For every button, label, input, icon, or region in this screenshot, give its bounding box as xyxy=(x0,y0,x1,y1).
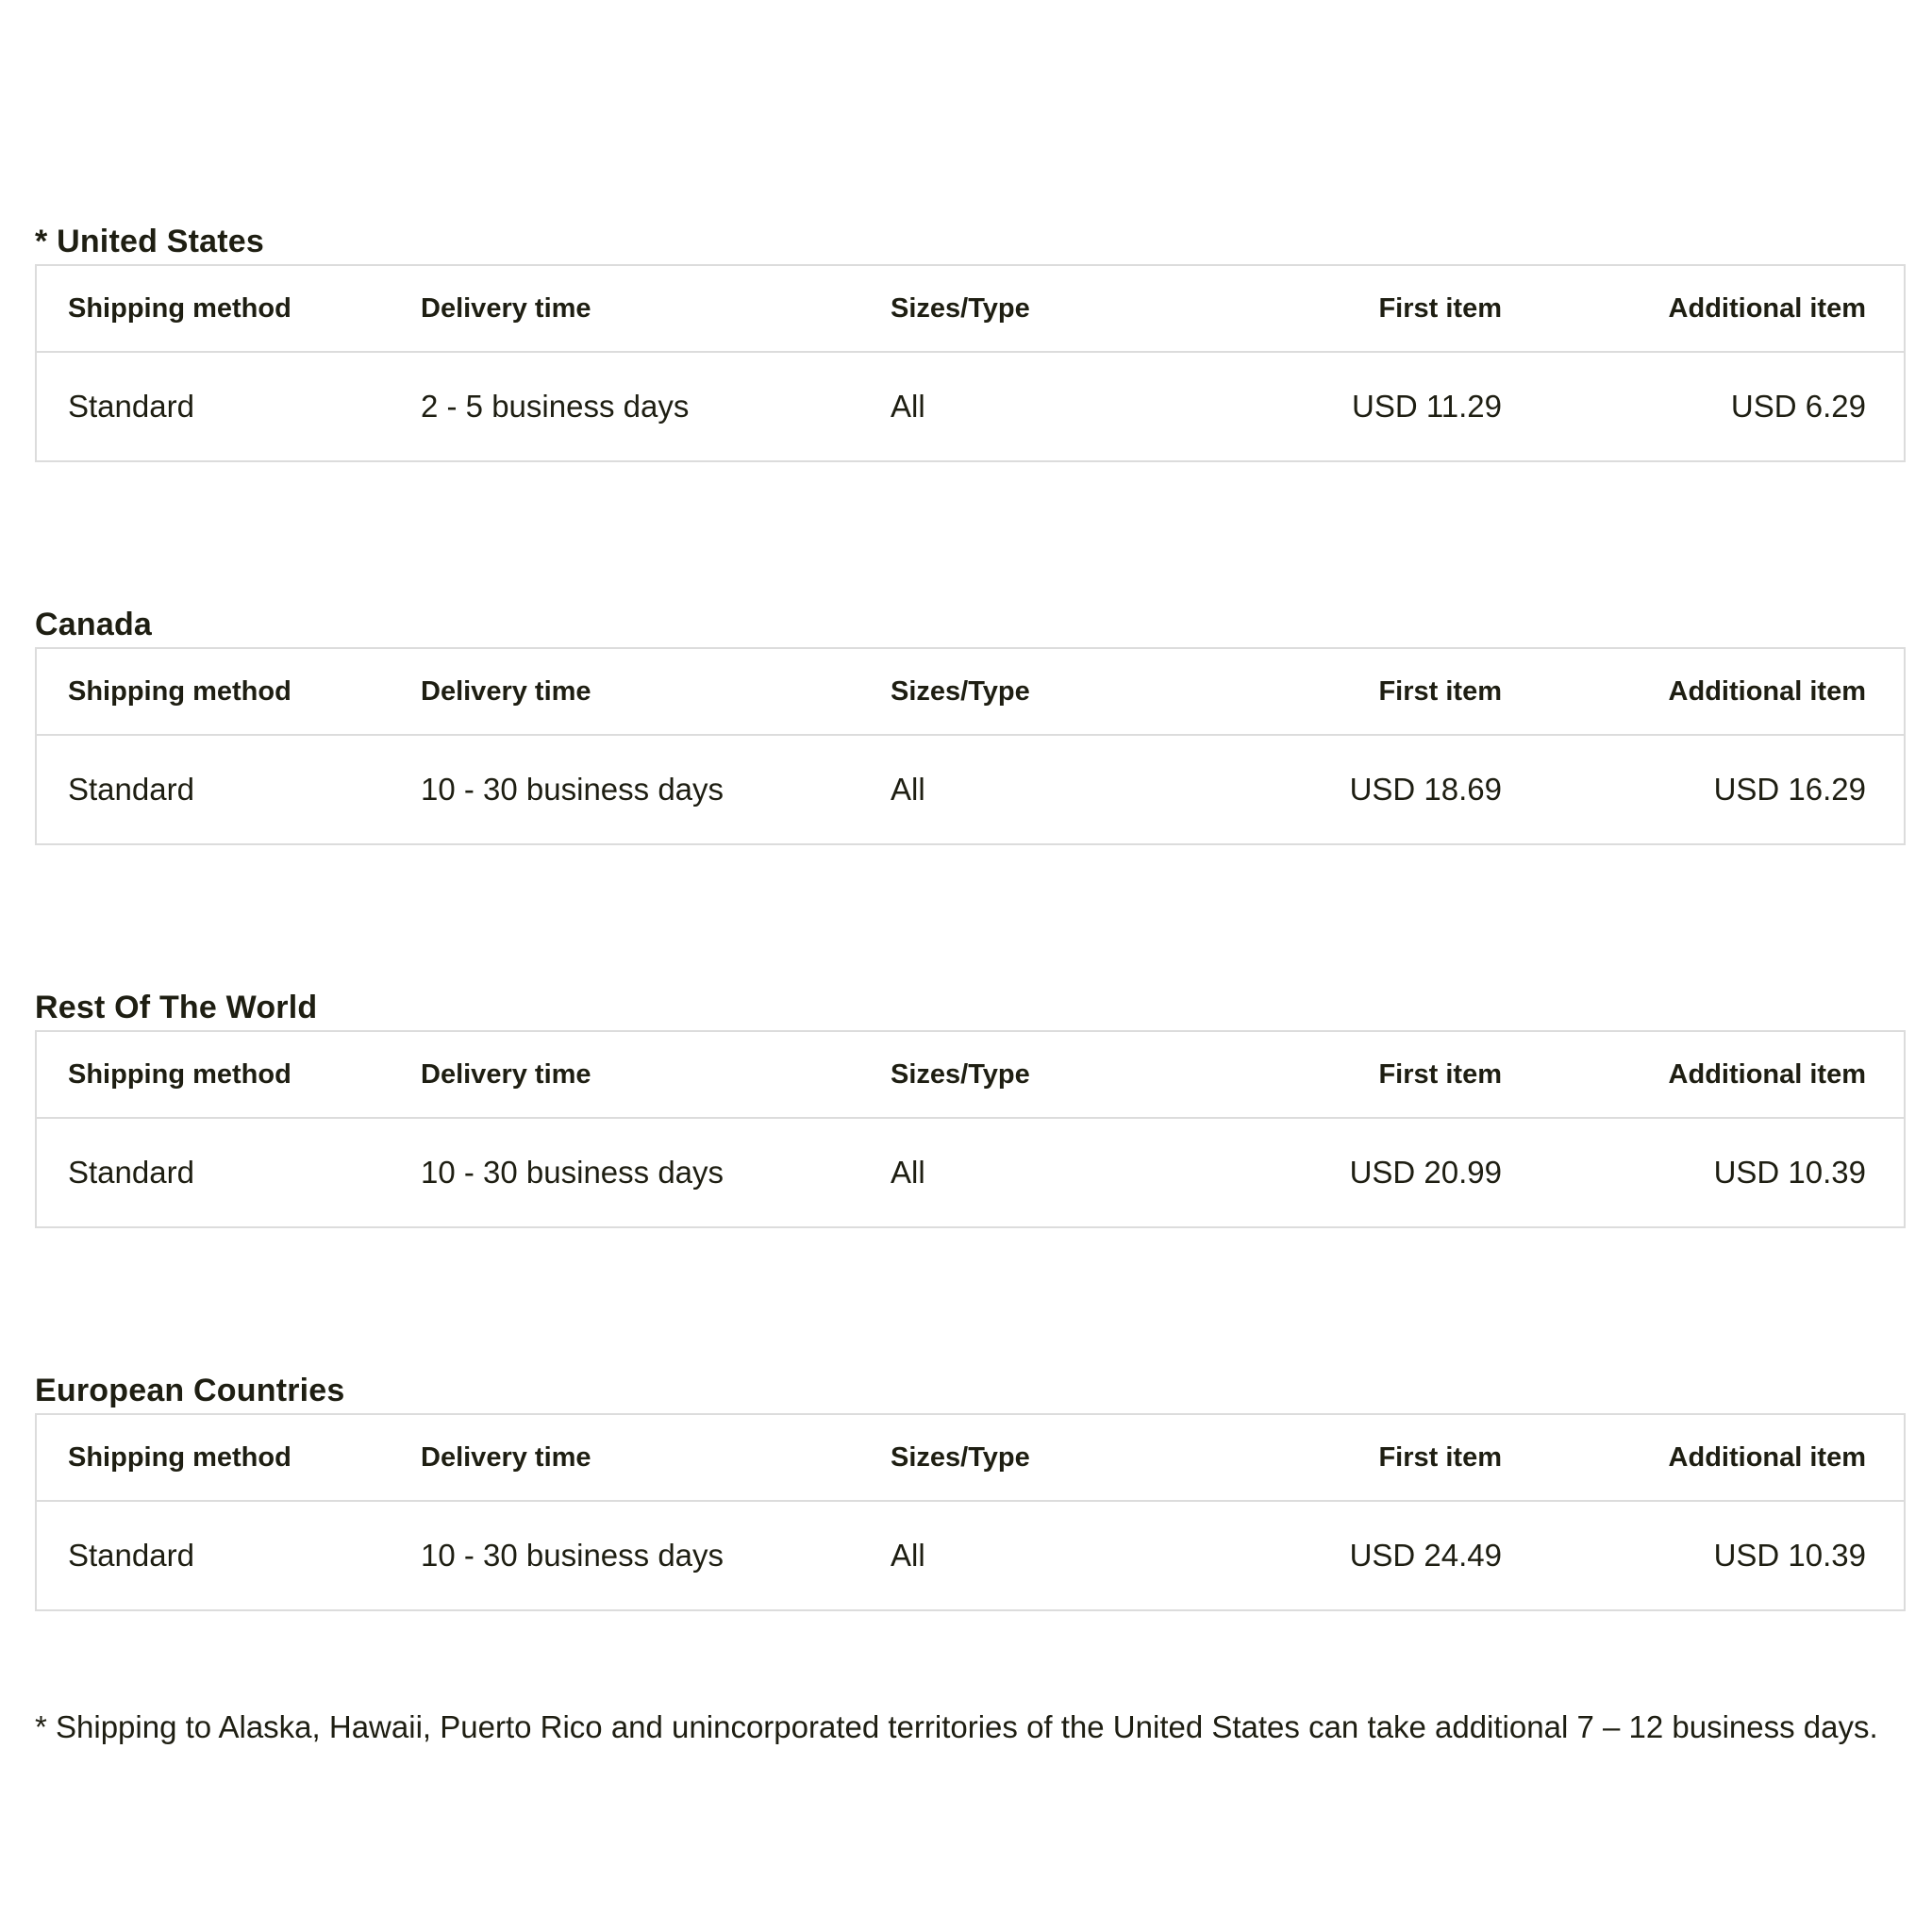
column-header-shipping-method: Shipping method xyxy=(68,675,291,707)
cell-sizes-type: All xyxy=(891,1155,925,1190)
cell-additional-item-price: USD 10.39 xyxy=(1713,1538,1866,1573)
region-title: Rest Of The World xyxy=(35,990,318,1025)
cell-delivery-time: 2 - 5 business days xyxy=(421,389,690,424)
column-header-sizes-type: Sizes/Type xyxy=(891,675,1030,707)
table-header-row xyxy=(36,648,1905,735)
table-header-row xyxy=(36,265,1905,352)
cell-delivery-time: 10 - 30 business days xyxy=(421,1155,724,1190)
cell-sizes-type: All xyxy=(891,389,925,424)
column-header-delivery-time: Delivery time xyxy=(421,1058,591,1090)
column-header-sizes-type: Sizes/Type xyxy=(891,1441,1030,1473)
column-header-shipping-method: Shipping method xyxy=(68,292,291,324)
cell-additional-item-price: USD 10.39 xyxy=(1713,1155,1866,1190)
column-header-additional-item: Additional item xyxy=(1668,292,1866,324)
column-spacer xyxy=(1866,1031,1905,1118)
cell-first-item-price: USD 18.69 xyxy=(1349,772,1502,807)
cell-spacer xyxy=(1866,1118,1905,1227)
cell-sizes-type: All xyxy=(891,1538,925,1573)
column-header-first-item: First item xyxy=(1378,1058,1502,1090)
column-header-delivery-time: Delivery time xyxy=(421,675,591,707)
table-row xyxy=(36,352,1905,461)
column-header-sizes-type: Sizes/Type xyxy=(891,1058,1030,1090)
column-header-shipping-method: Shipping method xyxy=(68,1441,291,1473)
section-spacer xyxy=(35,1228,1903,1368)
cell-additional-item-price: USD 16.29 xyxy=(1713,772,1866,807)
cell-delivery-time: 10 - 30 business days xyxy=(421,1538,724,1573)
column-header-additional-item: Additional item xyxy=(1668,675,1866,707)
shipping-footnote: * Shipping to Alaska, Hawaii, Puerto Rico and unincorporated territories of the United States can take additional 7 – 12 business days. xyxy=(35,1709,1878,1744)
cell-shipping-method: Standard xyxy=(68,1538,194,1573)
region-title: Canada xyxy=(35,607,153,642)
cell-spacer xyxy=(1866,1501,1905,1610)
region-title: European Countries xyxy=(35,1373,345,1408)
column-spacer xyxy=(1866,265,1905,352)
cell-spacer xyxy=(1866,352,1905,461)
cell-first-item-price: USD 11.29 xyxy=(1352,389,1502,424)
column-header-first-item: First item xyxy=(1378,1441,1502,1473)
cell-shipping-method: Standard xyxy=(68,389,194,424)
region-canada xyxy=(35,602,1903,845)
cell-shipping-method: Standard xyxy=(68,1155,194,1190)
column-header-shipping-method: Shipping method xyxy=(68,1058,291,1090)
table-row xyxy=(36,1118,1905,1227)
shipping-table xyxy=(35,264,1906,462)
column-spacer xyxy=(1866,648,1905,735)
cell-first-item-price: USD 24.49 xyxy=(1349,1538,1502,1573)
region-united-states xyxy=(35,219,1903,462)
cell-delivery-time: 10 - 30 business days xyxy=(421,772,724,807)
section-spacer xyxy=(35,462,1903,602)
table-row xyxy=(36,1501,1905,1610)
table-header-row xyxy=(36,1414,1905,1501)
shipping-table xyxy=(35,1030,1906,1228)
column-header-delivery-time: Delivery time xyxy=(421,1441,591,1473)
cell-shipping-method: Standard xyxy=(68,772,194,807)
column-header-delivery-time: Delivery time xyxy=(421,292,591,324)
column-header-additional-item: Additional item xyxy=(1668,1441,1866,1473)
column-header-first-item: First item xyxy=(1378,292,1502,324)
region-rest-of-the-world xyxy=(35,985,1903,1228)
cell-sizes-type: All xyxy=(891,772,925,807)
shipping-rates-page xyxy=(35,219,1903,1782)
shipping-table xyxy=(35,1413,1906,1611)
column-header-additional-item: Additional item xyxy=(1668,1058,1866,1090)
region-title: * United States xyxy=(35,224,264,259)
cell-first-item-price: USD 20.99 xyxy=(1349,1155,1502,1190)
column-spacer xyxy=(1866,1414,1905,1501)
table-row xyxy=(36,735,1905,844)
cell-additional-item-price: USD 6.29 xyxy=(1730,389,1866,424)
shipping-table xyxy=(35,647,1906,845)
column-header-first-item: First item xyxy=(1378,675,1502,707)
column-header-sizes-type: Sizes/Type xyxy=(891,292,1030,324)
section-spacer xyxy=(35,845,1903,985)
cell-spacer xyxy=(1866,735,1905,844)
region-european-countries xyxy=(35,1368,1903,1611)
table-header-row xyxy=(36,1031,1905,1118)
